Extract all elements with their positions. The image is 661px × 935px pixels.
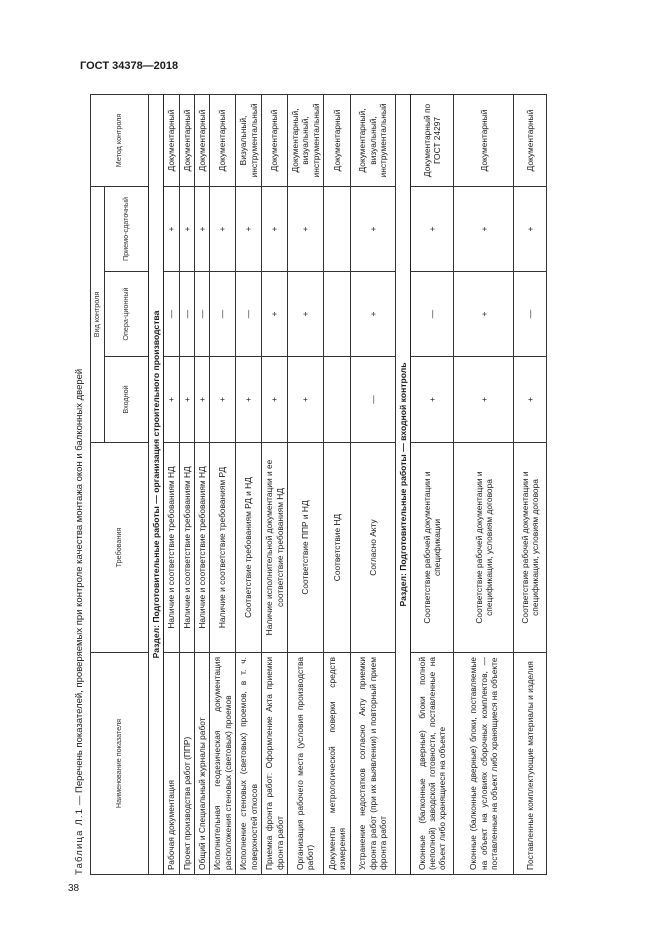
indicator-name-cell: Исполнительная геодезическая документация расположения стеновых (световых) проемов (210, 653, 236, 875)
col-header-incoming: Входной (104, 357, 148, 443)
control-table (90, 94, 547, 875)
indicator-name-cell: Поставленные комплектующие материалы и изделия (514, 653, 547, 875)
operational-mark-cell: — (164, 272, 179, 357)
requirement-cell: Согласно Акту (350, 443, 395, 653)
incoming-mark-cell: + (411, 357, 454, 443)
requirement-cell: Соответствие требованиям РД и НД (236, 443, 262, 653)
requirement-cell: Наличие исполнительной документации и ее соответствие требованиям НД (262, 443, 288, 653)
operational-mark-cell (323, 272, 350, 357)
requirement-cell: Соответствие НД (323, 443, 350, 653)
method-cell: Документарный (454, 94, 514, 186)
indicator-name-cell: Рабочая документация (164, 653, 179, 875)
operational-mark-cell: — (514, 272, 547, 357)
table-caption (70, 95, 90, 875)
method-cell: Документарный по ГОСТ 24297 (411, 94, 454, 186)
rotated-table-block (70, 95, 610, 875)
col-header-kind-group: Вид контроля (91, 186, 105, 442)
method-cell: Документарный, визуальный, инструментальный (350, 94, 395, 186)
incoming-mark-cell: + (454, 357, 514, 443)
requirement-cell: Наличие и соответствие требованиям НД (164, 443, 179, 653)
incoming-mark-cell: + (179, 357, 194, 443)
requirement-cell: Соответствие рабочей документации и спецификации (411, 443, 454, 653)
indicator-name-cell: Организация рабочего места (условия производства работ) (288, 653, 324, 875)
table-row (164, 94, 179, 874)
acceptance-mark-cell: + (262, 186, 288, 271)
incoming-mark-cell: + (164, 357, 179, 443)
col-header-name: Наименование показателя (91, 653, 149, 875)
operational-mark-cell: + (288, 272, 324, 357)
operational-mark-cell: — (411, 272, 454, 357)
method-cell: Документарный (262, 94, 288, 186)
incoming-mark-cell: + (514, 357, 547, 443)
requirement-cell: Наличие и соответствие требованиям РД (210, 443, 236, 653)
table-row (514, 94, 547, 874)
table-row (323, 94, 350, 874)
indicator-name-cell: Устранение недостатков согласно Акту приемки фронта работ (при их выявлении) и повторный прием фронта работ (350, 653, 395, 875)
col-header-operational: Опера-ционный (104, 272, 148, 357)
requirement-cell: Соответствие рабочей документации и спецификации, условиям договора (454, 443, 514, 653)
indicator-name-cell: Оконные (балконные дверные) блоки, поставляемые на объект на условиях сборочных комплектов, — поставленные на объект либо хранящиеся на объекте (454, 653, 514, 875)
operational-mark-cell: — (210, 272, 236, 357)
incoming-mark-cell: + (194, 357, 209, 443)
section-header-row (148, 94, 163, 874)
acceptance-mark-cell: + (288, 186, 324, 271)
acceptance-mark-cell: + (236, 186, 262, 271)
section-title: Раздел: Подготовительные работы — организация строительного производства (148, 94, 163, 874)
col-header-method: Метод контроля (91, 94, 149, 186)
method-cell: Документарный (179, 94, 194, 186)
requirement-cell: Наличие и соответствие требованиям НД (194, 443, 209, 653)
table-row (288, 94, 324, 874)
table-row (411, 94, 454, 874)
acceptance-mark-cell: + (194, 186, 209, 271)
method-cell: Визуальный, инструментальный (236, 94, 262, 186)
acceptance-mark-cell: + (514, 186, 547, 271)
section-header-row (395, 94, 410, 874)
col-header-requirements: Требования (91, 443, 149, 653)
requirement-cell: Наличие и соответствие требованиям НД (179, 443, 194, 653)
operational-mark-cell: + (262, 272, 288, 357)
method-cell: Документарный (194, 94, 209, 186)
incoming-mark-cell: + (288, 357, 324, 443)
requirement-cell: Соответствие ППР и НД (288, 443, 324, 653)
incoming-mark-cell: + (262, 357, 288, 443)
method-cell: Документарный (164, 94, 179, 186)
incoming-mark-cell: — (350, 357, 395, 443)
table-row (236, 94, 262, 874)
indicator-name-cell: Исполнение стеновых (световых) проемов, в т. ч. поверхностей откосов (236, 653, 262, 875)
operational-mark-cell: — (194, 272, 209, 357)
acceptance-mark-cell: + (164, 186, 179, 271)
operational-mark-cell: — (179, 272, 194, 357)
incoming-mark-cell (323, 357, 350, 443)
indicator-name-cell: Приемка фронта работ: Оформление Акта приемки фронта работ (262, 653, 288, 875)
page-number: 38 (68, 883, 80, 894)
table-row (454, 94, 514, 874)
incoming-mark-cell: + (236, 357, 262, 443)
table-row (179, 94, 194, 874)
indicator-name-cell: Проект производства работ (ППР) (179, 653, 194, 875)
indicator-name-cell: Оконные (балконные дверные) блоки полной (неполной) заводской готовности, поставленные на объект либо хранящиеся на объекте (411, 653, 454, 875)
table-row (350, 94, 395, 874)
acceptance-mark-cell: + (454, 186, 514, 271)
acceptance-mark-cell: + (350, 186, 395, 271)
table-caption-text: — Перечень показателей, проверяемых при контроле качества монтажа окон и балконных дверей (74, 368, 85, 808)
table-row (194, 94, 209, 874)
operational-mark-cell: + (350, 272, 395, 357)
method-cell: Документарный (210, 94, 236, 186)
requirement-cell: Соответствие рабочей документации и спецификации, условиям договора (514, 443, 547, 653)
table-row (262, 94, 288, 874)
incoming-mark-cell: + (210, 357, 236, 443)
table-row (210, 94, 236, 874)
col-header-acceptance: Приемо-сдаточный (104, 186, 148, 271)
document-header: ГОСТ 34378—2018 (80, 60, 179, 72)
table-body (148, 94, 546, 874)
section-title: Раздел: Подготовительные работы — входной контроль (395, 94, 410, 874)
method-cell: Документарный (323, 94, 350, 186)
table-caption-prefix: Таблица Л.1 (74, 807, 85, 875)
indicator-name-cell: Общий и Специальный журналы работ (194, 653, 209, 875)
indicator-name-cell: Документы метрологической поверки средств измерения (323, 653, 350, 875)
operational-mark-cell: — (236, 272, 262, 357)
acceptance-mark-cell (323, 186, 350, 271)
operational-mark-cell: + (454, 272, 514, 357)
acceptance-mark-cell: + (411, 186, 454, 271)
method-cell: Документарный, визуальный, инструментальный (288, 94, 324, 186)
method-cell: Документарный (514, 94, 547, 186)
acceptance-mark-cell: + (179, 186, 194, 271)
acceptance-mark-cell: + (210, 186, 236, 271)
